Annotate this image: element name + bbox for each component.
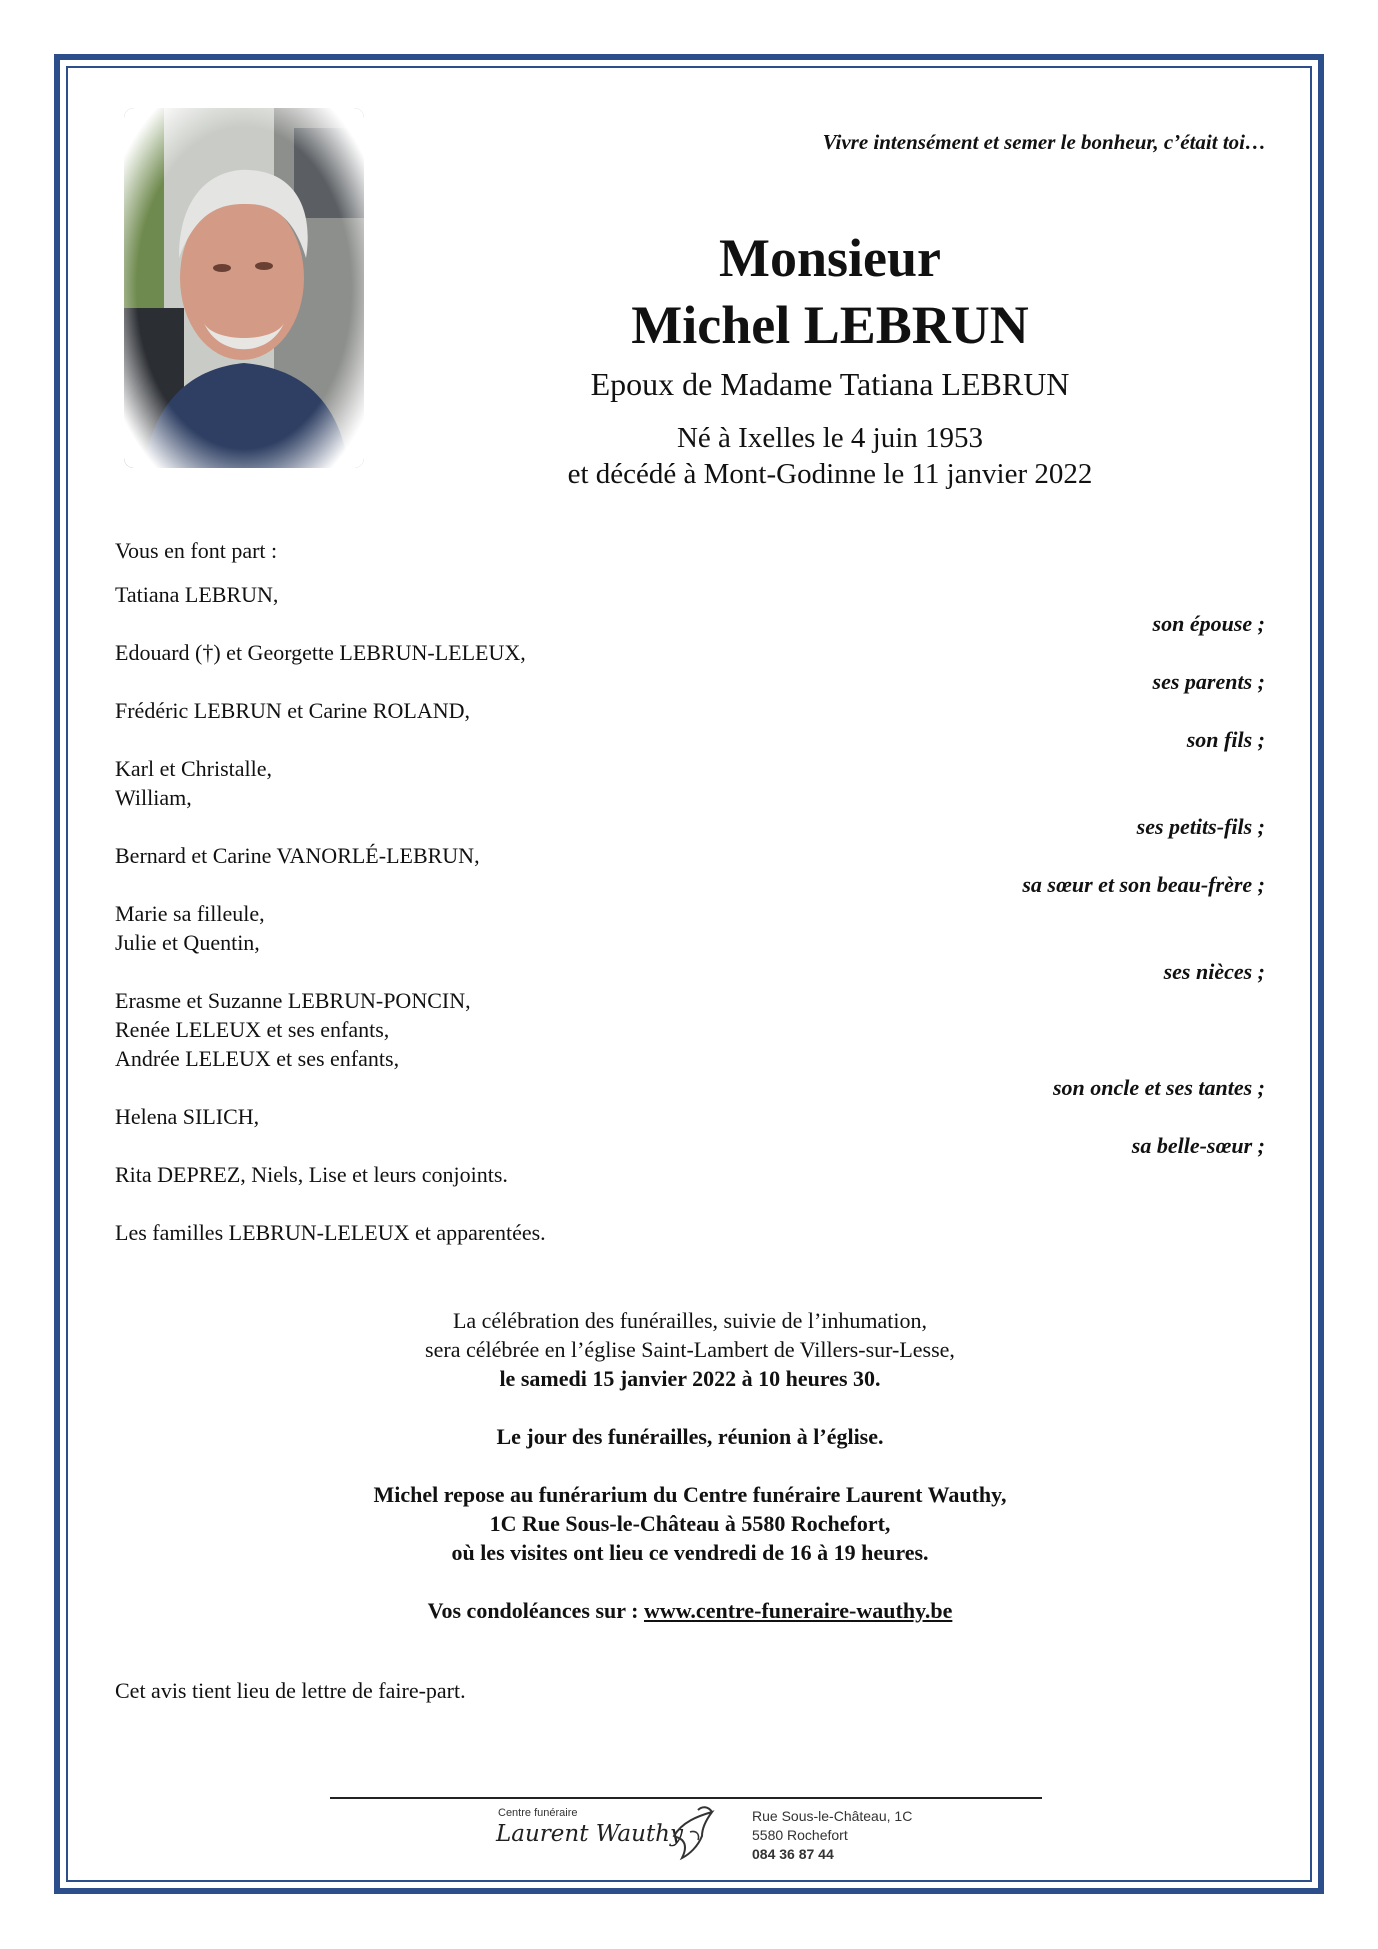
condolences-label: Vos condoléances sur : bbox=[427, 1598, 644, 1623]
dove-logo-icon bbox=[668, 1802, 720, 1862]
condolences-link[interactable]: www.centre-funeraire-wauthy.be bbox=[643, 1598, 953, 1623]
deceased-name: Michel LEBRUN bbox=[631, 295, 1029, 355]
closing-note: Cet avis tient lieu de lettre de faire-part. bbox=[115, 1678, 466, 1703]
family-name-line: Erasme et Suzanne LEBRUN-PONCIN, bbox=[115, 988, 471, 1013]
epitaph-quote: Vivre intensément et semer le bonheur, c’était toi… bbox=[822, 130, 1266, 154]
family-name-line: Rita DEPREZ, Niels, Lise et leurs conjoints. bbox=[115, 1162, 508, 1187]
ceremony-line: sera célébrée en l’église Saint-Lambert de Villers-sur-Lesse, bbox=[425, 1337, 955, 1362]
footer-phone: 084 36 87 44 bbox=[752, 1846, 834, 1862]
family-relation: ses parents ; bbox=[1152, 669, 1265, 694]
deceased-title: Monsieur bbox=[719, 228, 941, 288]
birth-line: Né à Ixelles le 4 juin 1953 bbox=[676, 422, 984, 454]
logo-small-text: Centre funéraire bbox=[498, 1807, 578, 1819]
footer-divider bbox=[330, 1797, 1042, 1799]
family-name-line: William, bbox=[115, 785, 192, 810]
ceremony-date: le samedi 15 janvier 2022 à 10 heures 30. bbox=[499, 1366, 881, 1391]
funerarium-line: Michel repose au funérarium du Centre funéraire Laurent Wauthy, bbox=[373, 1482, 1007, 1507]
death-line: et décédé à Mont-Godinne le 11 janvier 2022 bbox=[567, 458, 1093, 490]
family-name-line: Helena SILICH, bbox=[115, 1104, 260, 1129]
footer-address-line: Rue Sous-le-Château, 1C bbox=[752, 1808, 913, 1824]
family-name-line: Marie sa filleule, bbox=[115, 901, 265, 926]
family-name-line: Frédéric LEBRUN et Carine ROLAND, bbox=[115, 698, 470, 723]
family-name-line: Bernard et Carine VANORLÉ-LEBRUN, bbox=[115, 843, 480, 868]
ceremony-line: La célébration des funérailles, suivie de l’inhumation, bbox=[452, 1308, 928, 1333]
family-relation: ses nièces ; bbox=[1163, 959, 1265, 984]
meeting-note: Le jour des funérailles, réunion à l’église. bbox=[496, 1424, 884, 1449]
family-relation: ses petits-fils ; bbox=[1136, 814, 1265, 839]
family-name-line: Edouard (†) et Georgette LEBRUN-LELEUX, bbox=[115, 640, 526, 665]
family-relation: sa belle-sœur ; bbox=[1131, 1133, 1265, 1158]
family-name-line: Tatiana LEBRUN, bbox=[115, 582, 279, 607]
portrait-photo bbox=[124, 108, 364, 468]
footer-address-line: 5580 Rochefort bbox=[752, 1827, 848, 1843]
family-relation: son oncle et ses tantes ; bbox=[1052, 1075, 1265, 1100]
family-name-line: Karl et Christalle, bbox=[115, 756, 273, 781]
family-name-line: Andrée LELEUX et ses enfants, bbox=[115, 1046, 400, 1071]
family-name-line: Les familles LEBRUN-LELEUX et apparentées. bbox=[115, 1220, 546, 1245]
condolences-line bbox=[115, 1598, 1265, 1624]
announcement-intro: Vous en font part : bbox=[115, 538, 278, 563]
family-name-line: Julie et Quentin, bbox=[115, 930, 260, 955]
family-name-line: Renée LELEUX et ses enfants, bbox=[115, 1017, 390, 1042]
family-relation: son fils ; bbox=[1186, 727, 1265, 752]
logo-script-text: Laurent Wauthy bbox=[496, 1821, 683, 1847]
funerarium-line: où les visites ont lieu ce vendredi de 16 à 19 heures. bbox=[451, 1540, 929, 1565]
spouse-line: Epoux de Madame Tatiana LEBRUN bbox=[590, 366, 1070, 402]
family-relation: sa sœur et son beau-frère ; bbox=[1022, 872, 1265, 897]
family-relation: son épouse ; bbox=[1152, 611, 1265, 636]
funerarium-line: 1C Rue Sous-le-Château à 5580 Rochefort, bbox=[489, 1511, 891, 1536]
